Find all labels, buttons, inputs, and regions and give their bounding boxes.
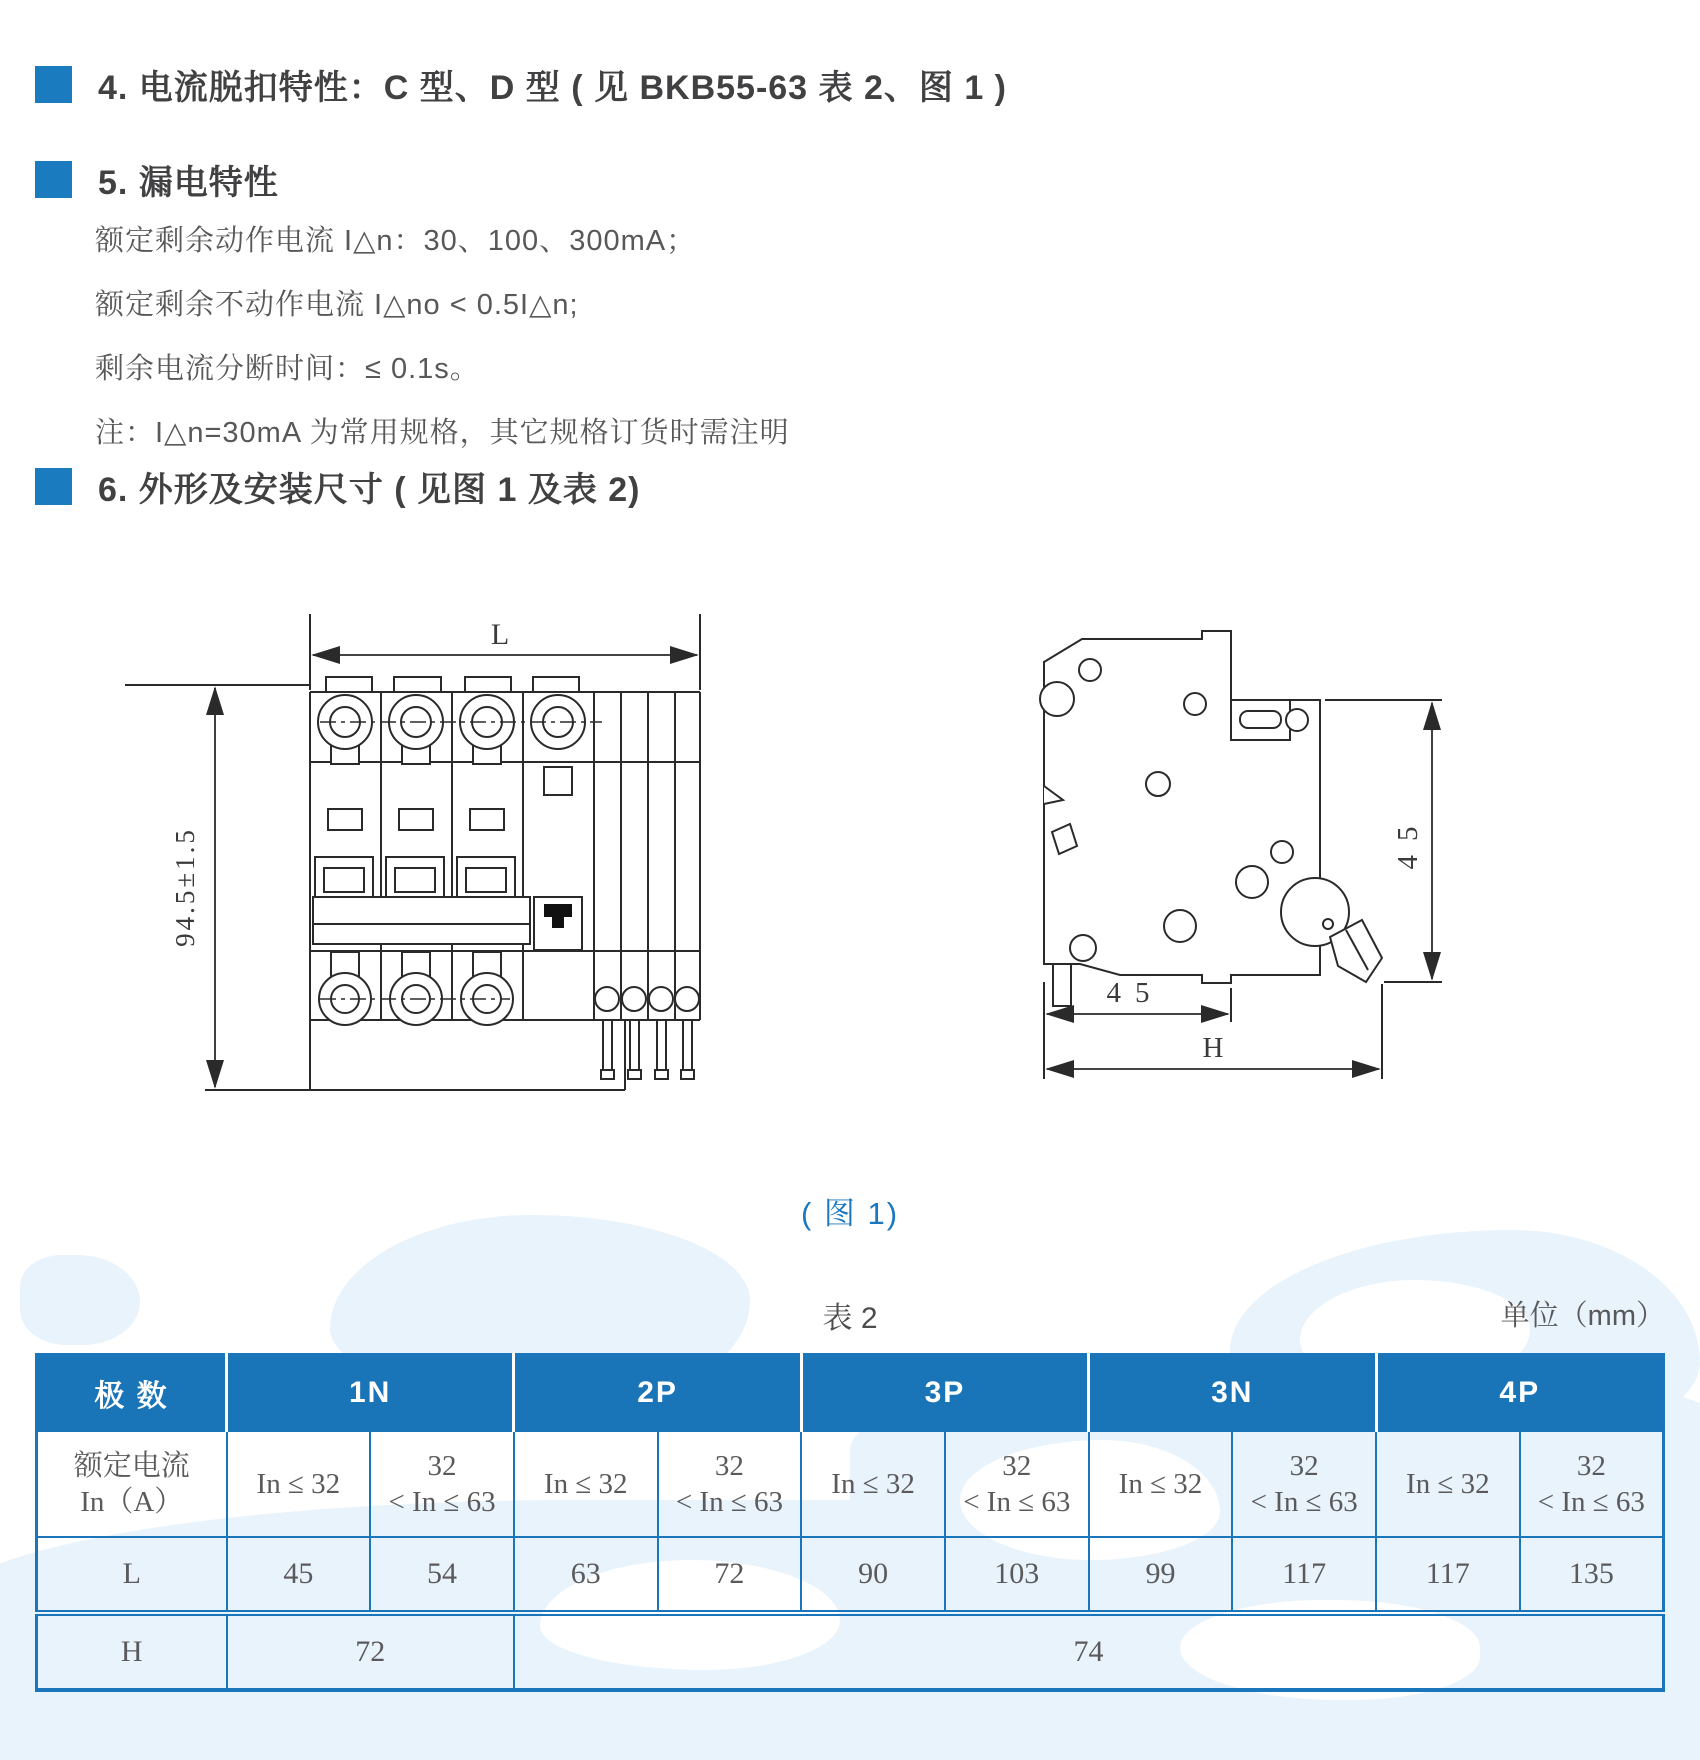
length-value: 45 xyxy=(227,1537,371,1613)
section-6-heading xyxy=(35,462,641,511)
length-value: 117 xyxy=(1376,1537,1520,1613)
group-header-2P: 2P xyxy=(514,1355,801,1432)
section-bullet-square xyxy=(35,468,72,505)
section-bullet-square xyxy=(35,66,72,103)
rated-current-row xyxy=(37,1431,1664,1537)
group-header-4P: 4P xyxy=(1376,1355,1664,1432)
current-range-cell: In ≤ 32 xyxy=(514,1431,658,1537)
spec-line: 注：I△n=30mA 为常用规格，其它规格订货时需注明 xyxy=(95,417,790,449)
table-2-caption: 表 2 xyxy=(822,1302,878,1335)
length-row xyxy=(37,1537,1664,1613)
spec-line: 额定剩余不动作电流 I△no < 0.5I△n; xyxy=(95,289,579,321)
group-header-1N: 1N xyxy=(227,1355,514,1432)
current-range-cell: 32 < In ≤ 63 xyxy=(370,1431,514,1537)
length-value: 99 xyxy=(1089,1537,1233,1613)
current-range-cell: In ≤ 32 xyxy=(1089,1431,1233,1537)
table-unit-label: 单位（mm） xyxy=(1500,1300,1665,1332)
leakage-spec-paragraph xyxy=(95,218,790,474)
length-value: 54 xyxy=(370,1537,514,1613)
dim-label-H: H xyxy=(1202,1032,1224,1064)
height-value-rest: 74 xyxy=(514,1613,1664,1690)
length-value: 103 xyxy=(945,1537,1089,1613)
current-range-cell: 32 < In ≤ 63 xyxy=(1520,1431,1664,1537)
section-bullet-square xyxy=(35,161,72,198)
section-5-title: 5. 漏电特性 xyxy=(98,164,279,202)
dim-label-45-side: 45 xyxy=(1392,812,1424,870)
length-value: 72 xyxy=(658,1537,802,1613)
length-value: 135 xyxy=(1520,1537,1664,1613)
length-value: 63 xyxy=(514,1537,658,1613)
length-value: 90 xyxy=(801,1537,945,1613)
section-4-heading xyxy=(35,60,1007,109)
group-header-3N: 3N xyxy=(1089,1355,1376,1432)
current-range-cell: In ≤ 32 xyxy=(227,1431,371,1537)
figure-1-caption: ( 图 1) xyxy=(800,1196,900,1231)
height-row-label: H xyxy=(37,1613,227,1690)
current-range-cell: 32 < In ≤ 63 xyxy=(1232,1431,1376,1537)
dim-label-L: L xyxy=(490,618,510,651)
spec-line: 额定剩余动作电流 I△n：30、100、300mA； xyxy=(95,225,697,257)
section-5-heading xyxy=(35,155,279,204)
dim-label-45-bottom: 45 xyxy=(1106,977,1164,1009)
current-range-cell: 32 < In ≤ 63 xyxy=(658,1431,802,1537)
length-row-label: L xyxy=(37,1537,227,1613)
table-header-row xyxy=(37,1355,1664,1432)
current-range-cell: In ≤ 32 xyxy=(801,1431,945,1537)
dimension-table-wrapper xyxy=(35,1353,1665,1692)
group-header-3P: 3P xyxy=(801,1355,1088,1432)
height-row xyxy=(37,1613,1664,1690)
length-value: 117 xyxy=(1232,1537,1376,1613)
current-range-cell: 32 < In ≤ 63 xyxy=(945,1431,1089,1537)
side-view-drawing xyxy=(930,552,1490,1112)
rated-current-label: 额定电流 In（A） xyxy=(37,1431,227,1537)
spec-line: 剩余电流分断时间：≤ 0.1s。 xyxy=(95,353,480,385)
section-6-title: 6. 外形及安装尺寸 ( 见图 1 及表 2) xyxy=(98,471,641,509)
corner-header: 极 数 xyxy=(37,1355,227,1432)
section-4-title: 4. 电流脱扣特性：C 型、D 型 ( 见 BKB55-63 表 2、图 1 ) xyxy=(98,69,1008,107)
dim-label-height: 94.5±1.5 xyxy=(170,827,200,947)
current-range-cell: In ≤ 32 xyxy=(1376,1431,1520,1537)
height-value-1n: 72 xyxy=(227,1613,514,1690)
dimension-table xyxy=(35,1353,1665,1692)
front-view-drawing xyxy=(110,552,730,1112)
